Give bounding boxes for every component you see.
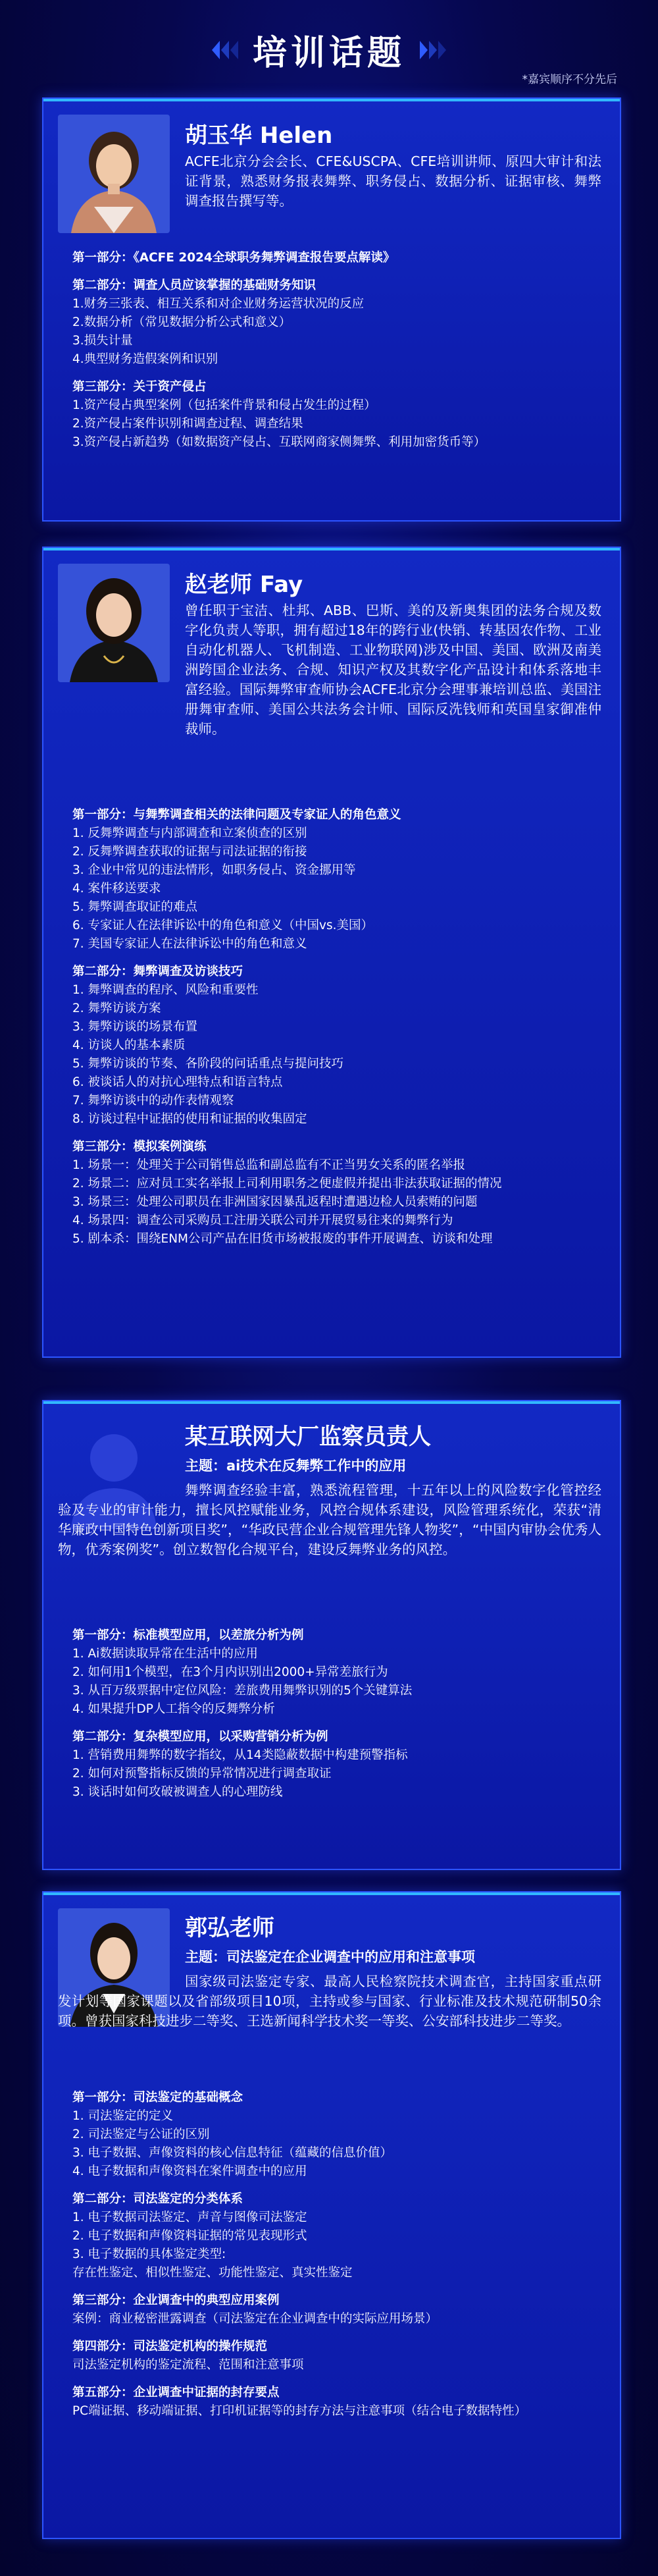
list-item: 7. 美国专家证人在法律诉讼中的角色和意义 bbox=[72, 937, 307, 951]
list-item: 4. 电子数据和声像资料在案件调查中的应用 bbox=[72, 2164, 307, 2178]
speaker-intro: ACFE北京分会会长、CFE&USCPA、CFE培训讲师、原四大审计和法证背景，熟悉财务报表舞弊、职务侵占、数据分析、证据审核、舞弊调查报告撰写等。 bbox=[185, 153, 601, 209]
section-title: 第三部分：企业调查中的典型应用案例 bbox=[72, 2294, 280, 2307]
section-title: 第二部分：舞弊调查及访谈技巧 bbox=[72, 965, 243, 979]
page-title: 培训话题 bbox=[252, 34, 406, 73]
list-item: 1. 营销费用舞弊的数字指纹，从14类隐蔽数据中构建预警指标 bbox=[72, 1748, 408, 1762]
card-accent-line bbox=[43, 548, 620, 550]
list-item: 1. 电子数据司法鉴定、声音与图像司法鉴定 bbox=[72, 2211, 307, 2224]
list-item: 3. 场景三：处理公司职员在非洲国家因暴乱返程时遭遇边检人员索贿的问题 bbox=[72, 1195, 478, 1209]
list-item: 3. 从百万级票据中定位风险：差旅费用舞弊识别的5个关键算法 bbox=[72, 1684, 413, 1698]
speaker-intro: 舞弊调查经验丰富，熟悉流程管理，十五年以上的风险数字化管控经验及专业的审计能力，擅长风控赋能业务，风控合规体系建设，风险管理系统化，荣获“清华廉政中国特色创新项目奖”，“华政民营企业合规管理先锋人物奖”，“中国内审协会优秀人物，优秀案例奖”。创立数智化合规平台，建设反舞弊业务的风控。 bbox=[58, 1482, 601, 1557]
list-item: 2. 舞弊访谈方案 bbox=[72, 1002, 161, 1015]
speaker-topic: 主题：司法鉴定在企业调查中的应用和注意事项 bbox=[185, 1949, 475, 1965]
speaker-card-internet-inspector bbox=[42, 1400, 621, 1870]
speaker-card-guo bbox=[42, 1891, 621, 2539]
section-title: 第四部分：司法鉴定机构的操作规范 bbox=[72, 2340, 268, 2353]
page-header bbox=[0, 20, 658, 86]
section-title: 第一部分：标准模型应用，以差旅分析为例 bbox=[72, 1628, 304, 1642]
list-item: 1. 反舞弊调查与内部调查和立案侦查的区别 bbox=[72, 826, 307, 840]
list-item: 3. 舞弊访谈的场景布置 bbox=[72, 1020, 198, 1034]
list-item: 3.损失计量 bbox=[72, 334, 133, 348]
list-item: 5. 舞弊访谈的节奏、各阶段的问话重点与提问技巧 bbox=[72, 1057, 344, 1071]
speaker-photo-fay bbox=[58, 564, 170, 682]
list-item: 司法鉴定机构的鉴定流程、范围和注意事项 bbox=[72, 2358, 304, 2372]
section-title: 第二部分：复杂模型应用，以采购营销分析为例 bbox=[72, 1730, 328, 1744]
section-title: 第三部分：模拟案例演练 bbox=[72, 1140, 207, 1154]
list-item: PC端证据、移动端证据、打印机证据等的封存方法与注意事项（结合电子数据特性） bbox=[72, 2404, 527, 2418]
list-item: 3.资产侵占新趋势（如数据资产侵占、互联网商家侧舞弊、利用加密货币等） bbox=[72, 435, 486, 449]
section-title: 第一部分：与舞弊调查相关的法律问题及专家证人的角色意义 bbox=[72, 808, 401, 822]
speaker-topic: 主题：ai技术在反舞弊工作中的应用 bbox=[185, 1458, 407, 1474]
list-item: 案例：商业秘密泄露调查（司法鉴定在企业调查中的实际应用场景） bbox=[72, 2312, 438, 2326]
section-title: 第一部分：《ACFE 2024全球职务舞弊调查报告要点解读》 bbox=[72, 251, 395, 265]
list-item: 1. 场景一：处理关于公司销售总监和副总监有不正当男女关系的匿名举报 bbox=[72, 1158, 466, 1172]
list-item: 8. 访谈过程中证据的使用和证据的收集固定 bbox=[72, 1112, 307, 1126]
list-item: 7. 舞弊访谈中的动作表情观察 bbox=[72, 1094, 234, 1108]
list-item: 3. 谈话时如何攻破被调查人的心理防线 bbox=[72, 1785, 283, 1799]
speaker-intro: 国家级司法鉴定专家、最高人民检察院技术调查官，主持国家重点研发计划等国家课题以及省部级项目10项，主持或参与国家、行业标准及技术规范研制50余项。曾获国家科技进步二等奖、王选新闻科学技术奖一等奖、公安部科技进步二等奖。 bbox=[58, 1973, 601, 2029]
right-chevrons-icon bbox=[420, 41, 446, 59]
list-item: 4. 场景四：调查公司采购员工注册关联公司并开展贸易往来的舞弊行为 bbox=[72, 1214, 453, 1227]
speaker-intro: 曾任职于宝洁、杜邦、ABB、巴斯、美的及新奥集团的法务合规及数字化负责人等职，拥有超过18年的跨行业(快销、转基因农作物、工业自动化机器人、飞机制造、工业物联网)涉及中国、美国、欧洲及南美洲跨国企业法务、合规、知识产权及其数字化产品设计和体系落地丰富经验。国际舞弊审查师协会ACFE北京分会理事兼培训总监、美国注册舞审查师、美国公共法务会计师、国际反洗钱师和英国皇家御准仲裁师。 bbox=[185, 603, 601, 737]
list-item: 6. 专家证人在法律诉讼中的角色和意义（中国vs.美国） bbox=[72, 919, 374, 932]
list-item: 3. 电子数据的具体鉴定类型: bbox=[72, 2247, 226, 2261]
order-note: *嘉宾顺序不分先后 bbox=[522, 73, 617, 86]
card-accent-line bbox=[43, 1892, 620, 1895]
speaker-outline bbox=[72, 806, 594, 1248]
list-item: 4. 如果提升DP人工指令的反舞弊分析 bbox=[72, 1702, 275, 1716]
speaker-card-helen bbox=[42, 97, 621, 522]
speaker-outline bbox=[72, 2089, 594, 2421]
speaker-photo-helen bbox=[58, 115, 170, 233]
section-title: 第二部分：调查人员应该掌握的基础财务知识 bbox=[72, 279, 316, 292]
speaker-name: 赵老师 Fay bbox=[185, 572, 303, 598]
list-item: 4.典型财务造假案例和识别 bbox=[72, 352, 218, 366]
card-accent-line bbox=[43, 99, 620, 101]
title-wrap bbox=[212, 25, 446, 74]
speaker-name: 胡玉华 Helen bbox=[185, 122, 333, 149]
list-item: 3. 企业中常见的违法情形，如职务侵占、资金挪用等 bbox=[72, 863, 356, 877]
left-chevrons-icon bbox=[212, 41, 238, 59]
list-item: 6. 被谈话人的对抗心理特点和语言特点 bbox=[72, 1075, 283, 1089]
list-item: 4. 访谈人的基本素质 bbox=[72, 1038, 186, 1052]
speaker-outline bbox=[72, 1626, 594, 1802]
list-item: 2. 司法鉴定与公证的区别 bbox=[72, 2128, 210, 2141]
list-item: 1. 司法鉴定的定义 bbox=[72, 2109, 174, 2123]
list-item: 1. Ai数据读取异常在生活中的应用 bbox=[72, 1647, 258, 1661]
speaker-name: 郭弘老师 bbox=[185, 1915, 274, 1941]
list-item: 1.资产侵占典型案例（包括案件背景和侵占发生的过程） bbox=[72, 398, 376, 412]
speaker-outline bbox=[72, 249, 594, 452]
list-item: 2. 反舞弊调查获取的证据与司法证据的衔接 bbox=[72, 845, 307, 859]
list-item: 1.财务三张表、相互关系和对企业财务运营状况的反应 bbox=[72, 297, 365, 311]
section-title: 第三部分：关于资产侵占 bbox=[72, 380, 207, 394]
list-item: 4. 案件移送要求 bbox=[72, 882, 161, 896]
list-item: 2.资产侵占案件识别和调查过程、调查结果 bbox=[72, 417, 303, 431]
list-item: 2. 场景二：应对员工实名举报上司利用职务之便虚假并提出非法获取证据的情况 bbox=[72, 1177, 502, 1191]
section-title: 第五部分：企业调查中证据的封存要点 bbox=[72, 2386, 280, 2400]
section-title: 第二部分：司法鉴定的分类体系 bbox=[72, 2192, 243, 2206]
section-title: 第一部分：司法鉴定的基础概念 bbox=[72, 2091, 243, 2105]
list-item: 2.数据分析（常见数据分析公式和意义） bbox=[72, 315, 291, 329]
list-item: 5. 舞弊调查取证的难点 bbox=[72, 900, 198, 914]
list-item: 2. 电子数据和声像资料证据的常见表现形式 bbox=[72, 2229, 307, 2243]
list-item: 2. 如何对预警指标反馈的异常情况进行调查取证 bbox=[72, 1767, 332, 1781]
list-item: 1. 舞弊调查的程序、风险和重要性 bbox=[72, 983, 259, 997]
list-item: 5. 剧本杀：围绕ENM公司产品在旧货市场被报废的事件开展调查、访谈和处理 bbox=[72, 1232, 493, 1246]
card-accent-line bbox=[43, 1401, 620, 1404]
list-item: 3. 电子数据、声像资料的核心信息特征（蕴藏的信息价值） bbox=[72, 2146, 393, 2160]
speaker-name: 某互联网大厂监察员责人 bbox=[185, 1424, 431, 1450]
speaker-card-fay bbox=[42, 547, 621, 1358]
list-item: 2. 如何用1个模型，在3个月内识别出2000+异常差旅行为 bbox=[72, 1665, 388, 1679]
list-item: 存在性鉴定、相似性鉴定、功能性鉴定、真实性鉴定 bbox=[72, 2266, 353, 2280]
